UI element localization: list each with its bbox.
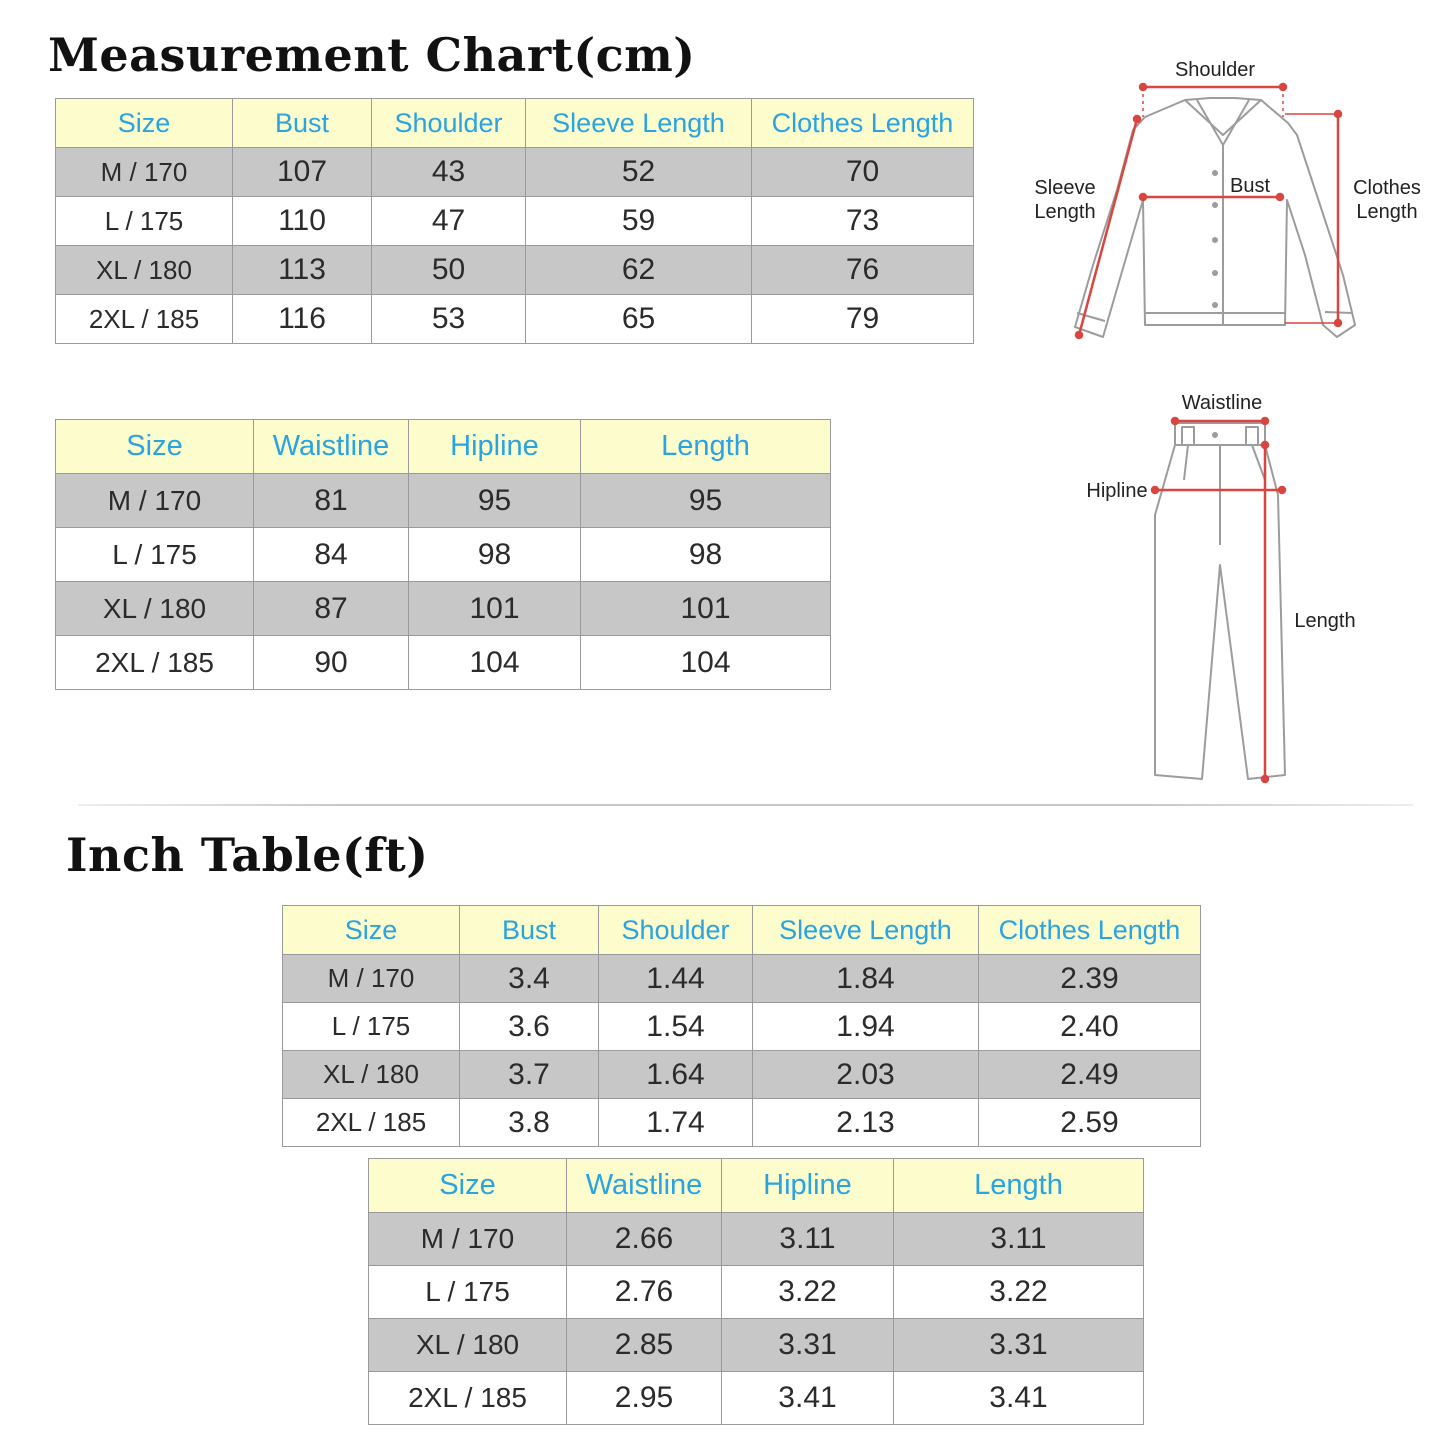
table-row <box>56 474 831 528</box>
header-size: Size <box>56 420 254 474</box>
hipline-cell: 104 <box>409 636 581 690</box>
shoulder-cell: 1.64 <box>599 1051 753 1099</box>
header-clothes-length: Clothes Length <box>979 906 1201 955</box>
shoulder-cell: 53 <box>372 295 526 344</box>
table-row <box>56 246 974 295</box>
hipline-cell: 3.41 <box>722 1372 894 1425</box>
header-hipline: Hipline <box>722 1159 894 1213</box>
size-cell: XL / 180 <box>369 1319 567 1372</box>
shoulder-cell: 1.54 <box>599 1003 753 1051</box>
table-row <box>56 528 831 582</box>
clothes-length-cell: 79 <box>752 295 974 344</box>
bust-cell: 110 <box>233 197 372 246</box>
shoulder-cell: 47 <box>372 197 526 246</box>
clothes-length-cell: 70 <box>752 148 974 197</box>
table-row <box>369 1319 1144 1372</box>
header-sleeve-length: Sleeve Length <box>526 99 752 148</box>
size-cell: L / 175 <box>56 197 233 246</box>
header-waistline: Waistline <box>567 1159 722 1213</box>
table-row <box>369 1372 1144 1425</box>
size-cell: 2XL / 185 <box>369 1372 567 1425</box>
size-cell: XL / 180 <box>56 582 254 636</box>
pants-cm-table <box>55 419 831 690</box>
sleeve-length-cell: 65 <box>526 295 752 344</box>
sleeve-length-cell: 62 <box>526 246 752 295</box>
length-cell: 104 <box>581 636 831 690</box>
hipline-cell: 3.31 <box>722 1319 894 1372</box>
size-cell: L / 175 <box>369 1266 567 1319</box>
table-header-row <box>369 1159 1144 1213</box>
hipline-cell: 3.22 <box>722 1266 894 1319</box>
length-cell: 3.11 <box>894 1213 1144 1266</box>
table-header-row <box>56 99 974 148</box>
waistline-cell: 2.66 <box>567 1213 722 1266</box>
header-waistline: Waistline <box>254 420 409 474</box>
table-row <box>283 1003 1201 1051</box>
table-header-row <box>56 420 831 474</box>
tops-cm-table <box>55 98 974 344</box>
size-cell: XL / 180 <box>283 1051 460 1099</box>
shoulder-cell: 50 <box>372 246 526 295</box>
length-cell: 3.41 <box>894 1372 1144 1425</box>
bust-cell: 113 <box>233 246 372 295</box>
shoulder-cell: 1.74 <box>599 1099 753 1147</box>
bust-cell: 3.8 <box>460 1099 599 1147</box>
size-cell: L / 175 <box>283 1003 460 1051</box>
waistline-cell: 2.85 <box>567 1319 722 1372</box>
size-cell: M / 170 <box>56 148 233 197</box>
bust-cell: 3.4 <box>460 955 599 1003</box>
table-row <box>56 197 974 246</box>
header-length: Length <box>581 420 831 474</box>
clothes-length-cell: 2.59 <box>979 1099 1201 1147</box>
section-divider <box>78 804 1413 806</box>
table-row <box>283 955 1201 1003</box>
header-bust: Bust <box>460 906 599 955</box>
waistline-cell: 2.76 <box>567 1266 722 1319</box>
table-row <box>56 636 831 690</box>
header-shoulder: Shoulder <box>599 906 753 955</box>
clothes-length-label-2: Length <box>1356 201 1418 223</box>
waistline-cell: 90 <box>254 636 409 690</box>
hipline-cell: 98 <box>409 528 581 582</box>
sleeve-length-label-2: Length <box>1034 201 1096 223</box>
header-size: Size <box>56 99 233 148</box>
shirt-diagram <box>1025 55 1425 355</box>
size-cell: M / 170 <box>283 955 460 1003</box>
size-cell: 2XL / 185 <box>283 1099 460 1147</box>
length-cell: 3.22 <box>894 1266 1144 1319</box>
sleeve-length-cell: 2.03 <box>753 1051 979 1099</box>
clothes-length-cell: 2.39 <box>979 955 1201 1003</box>
hipline-cell: 95 <box>409 474 581 528</box>
table-row <box>56 582 831 636</box>
header-clothes-length: Clothes Length <box>752 99 974 148</box>
table-row <box>56 295 974 344</box>
shoulder-cell: 1.44 <box>599 955 753 1003</box>
clothes-length-cell: 2.40 <box>979 1003 1201 1051</box>
waistline-cell: 87 <box>254 582 409 636</box>
tops-inch-table <box>282 905 1201 1147</box>
pants-inch-table <box>368 1158 1144 1425</box>
clothes-length-cell: 76 <box>752 246 974 295</box>
length-cell: 95 <box>581 474 831 528</box>
bust-label: Bust <box>1229 175 1271 197</box>
size-cell: M / 170 <box>56 474 254 528</box>
table-row <box>283 1099 1201 1147</box>
sleeve-length-cell: 52 <box>526 148 752 197</box>
table-row <box>369 1266 1144 1319</box>
header-length: Length <box>894 1159 1144 1213</box>
waistline-cell: 2.95 <box>567 1372 722 1425</box>
waistline-label: Waistline <box>1181 392 1263 414</box>
hipline-label: Hipline <box>1086 480 1148 502</box>
header-bust: Bust <box>233 99 372 148</box>
shoulder-cell: 43 <box>372 148 526 197</box>
sleeve-length-cell: 59 <box>526 197 752 246</box>
bust-cell: 107 <box>233 148 372 197</box>
sleeve-length-cell: 2.13 <box>753 1099 979 1147</box>
hipline-cell: 3.11 <box>722 1213 894 1266</box>
sleeve-length-cell: 1.84 <box>753 955 979 1003</box>
length-cell: 98 <box>581 528 831 582</box>
waistline-cell: 84 <box>254 528 409 582</box>
pants-diagram <box>1080 385 1380 790</box>
sleeve-length-cell: 1.94 <box>753 1003 979 1051</box>
size-cell: 2XL / 185 <box>56 295 233 344</box>
size-cell: M / 170 <box>369 1213 567 1266</box>
size-cell: 2XL / 185 <box>56 636 254 690</box>
header-size: Size <box>369 1159 567 1213</box>
length-cell: 101 <box>581 582 831 636</box>
clothes-length-cell: 2.49 <box>979 1051 1201 1099</box>
table-row <box>369 1213 1144 1266</box>
length-cell: 3.31 <box>894 1319 1144 1372</box>
size-cell: L / 175 <box>56 528 254 582</box>
header-sleeve-length: Sleeve Length <box>753 906 979 955</box>
measurement-chart-title: Measurement Chart(cm) <box>48 28 696 82</box>
hipline-cell: 101 <box>409 582 581 636</box>
table-row <box>56 148 974 197</box>
table-header-row <box>283 906 1201 955</box>
length-label: Length <box>1294 610 1356 632</box>
inch-table-title: Inch Table(ft) <box>66 828 429 882</box>
bust-cell: 3.7 <box>460 1051 599 1099</box>
waistline-cell: 81 <box>254 474 409 528</box>
shoulder-label: Shoulder <box>1174 59 1256 81</box>
header-size: Size <box>283 906 460 955</box>
clothes-length-cell: 73 <box>752 197 974 246</box>
clothes-length-label-1: Clothes <box>1353 177 1421 199</box>
size-cell: XL / 180 <box>56 246 233 295</box>
header-hipline: Hipline <box>409 420 581 474</box>
bust-cell: 116 <box>233 295 372 344</box>
header-shoulder: Shoulder <box>372 99 526 148</box>
sleeve-length-label-1: Sleeve <box>1034 177 1096 199</box>
table-row <box>283 1051 1201 1099</box>
bust-cell: 3.6 <box>460 1003 599 1051</box>
